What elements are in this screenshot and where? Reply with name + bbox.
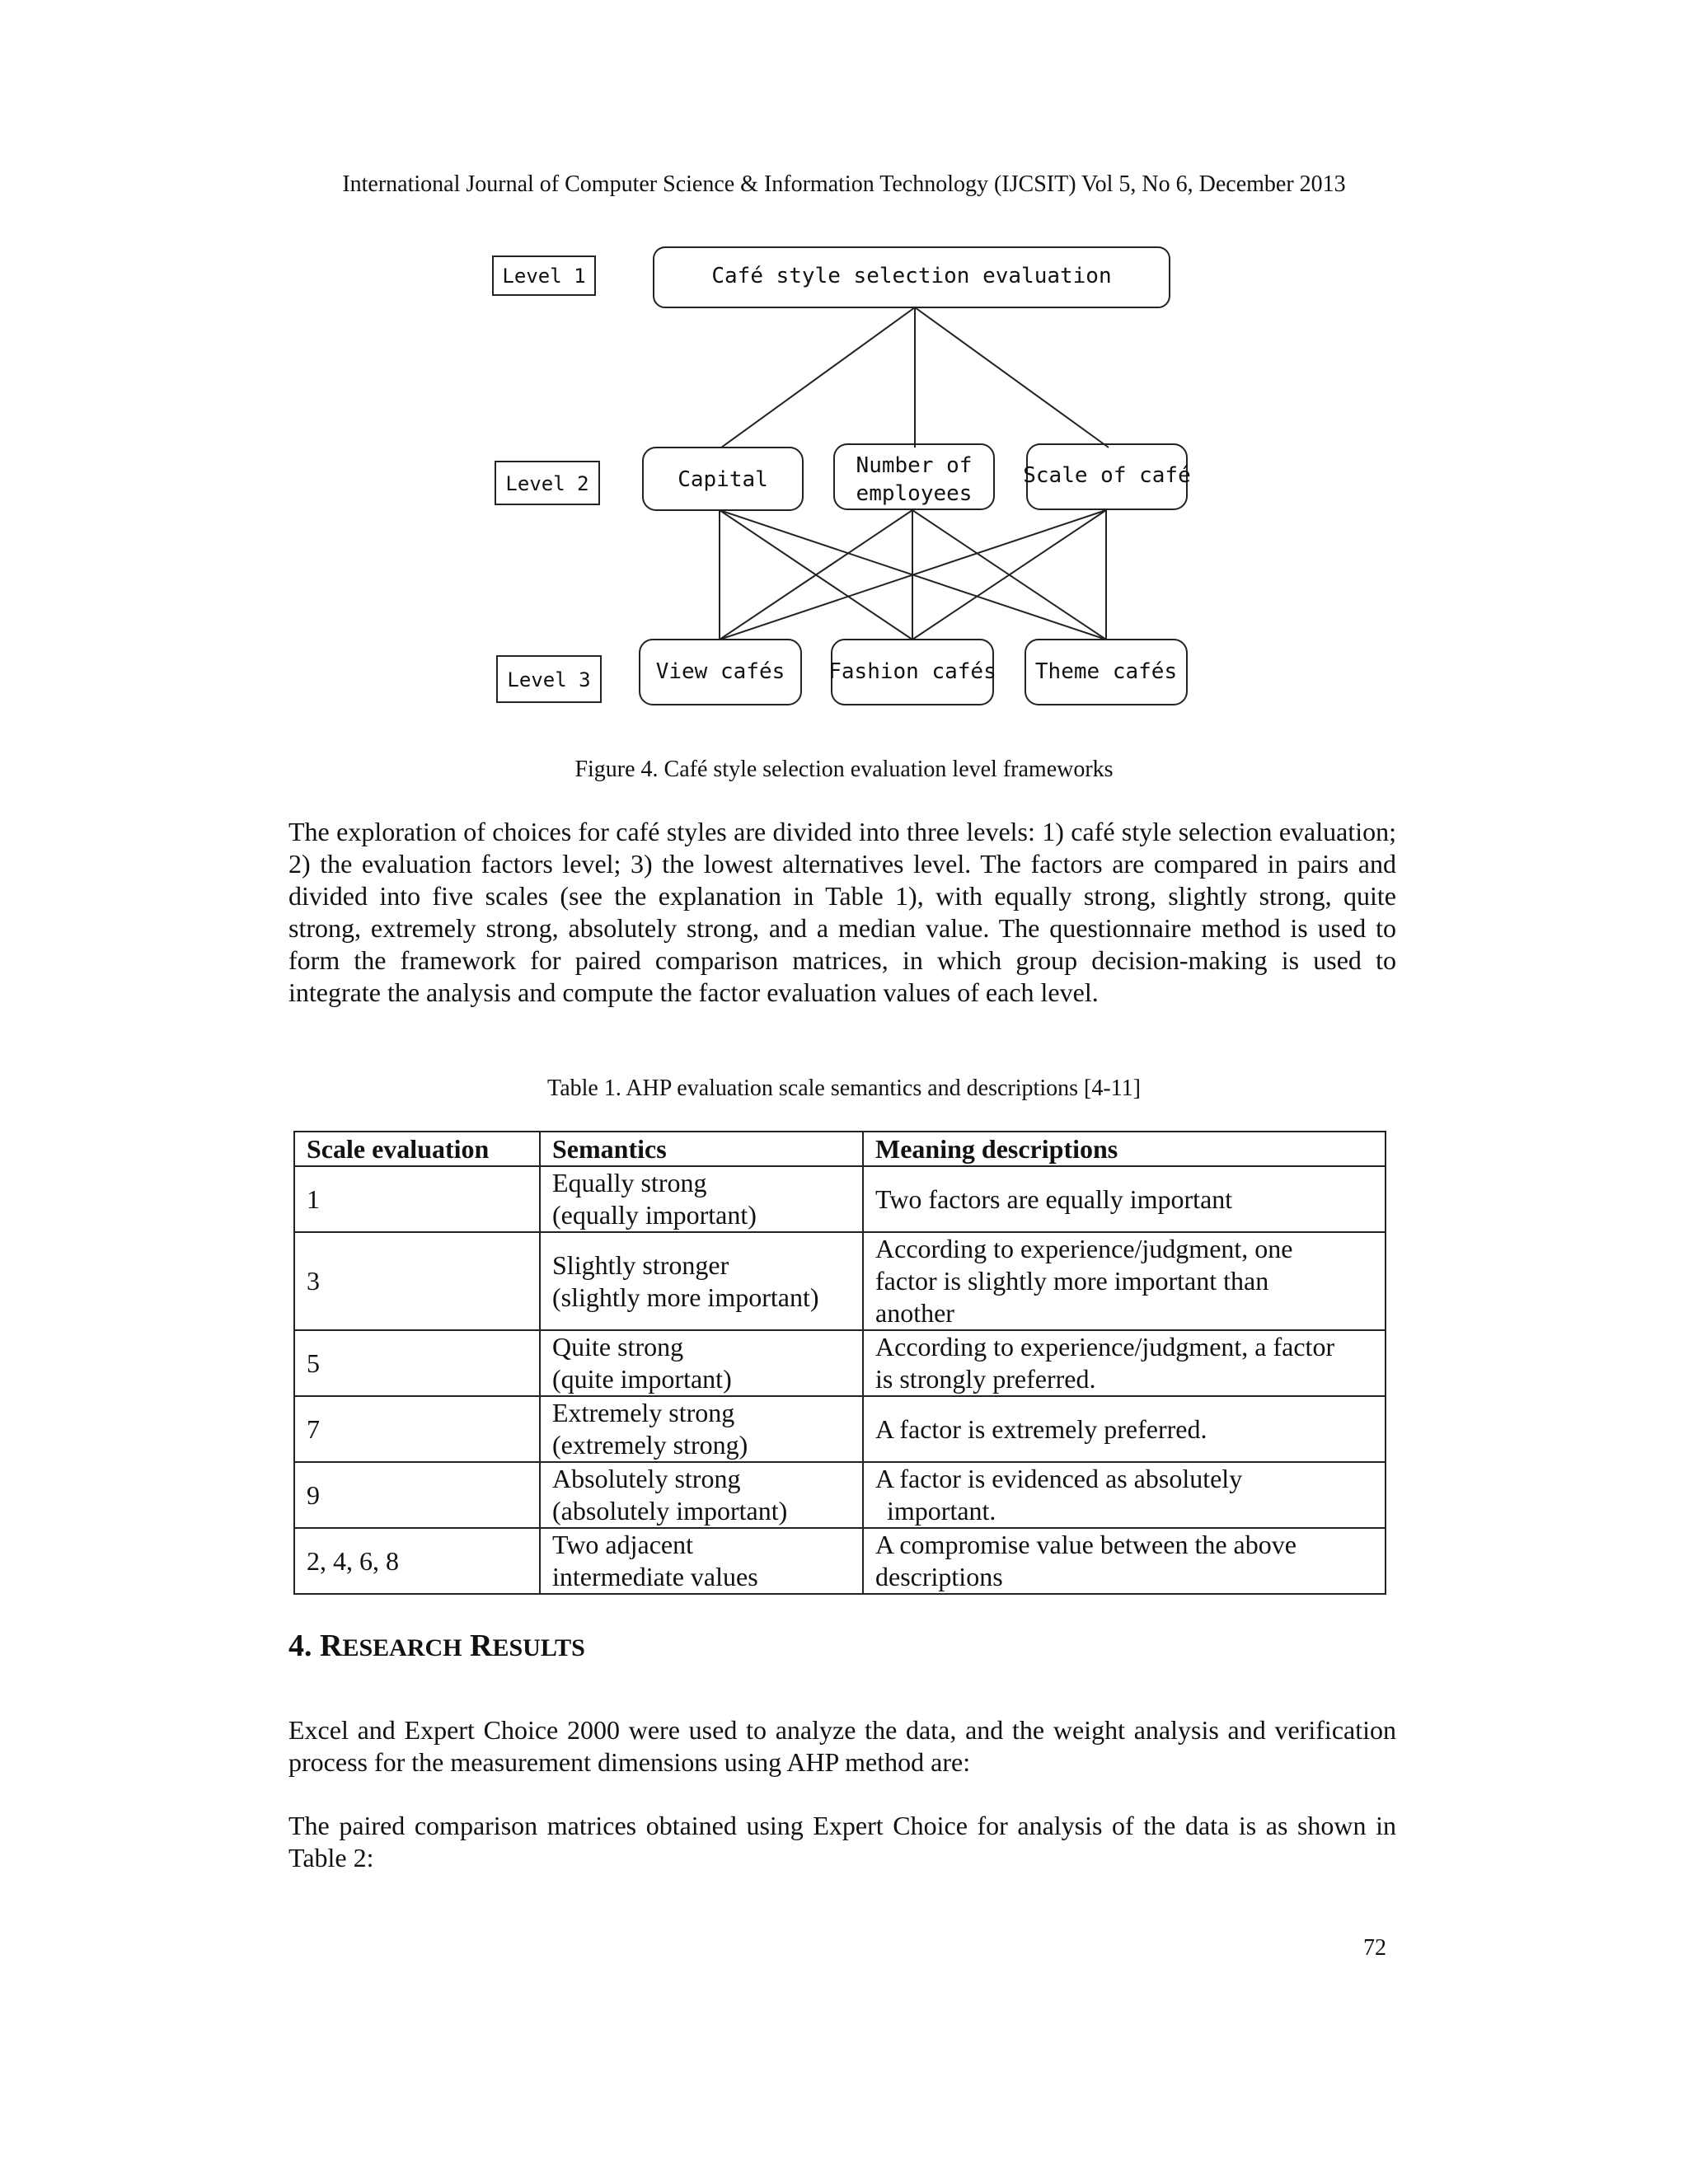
semantics-cell <box>540 1330 863 1396</box>
goal-capital-line <box>721 307 915 448</box>
table-header-row <box>294 1132 1386 1166</box>
section-word-2-rest: ESULTS <box>492 1634 585 1661</box>
semantics-line-2: (slightly more important) <box>552 1282 819 1312</box>
meaning-line-1: According to experience/judgment, one <box>875 1234 1293 1263</box>
semantics-line-1: Two adjacent <box>552 1530 694 1559</box>
meaning-line-2: descriptions <box>875 1562 1003 1591</box>
table-row <box>294 1330 1386 1396</box>
meaning-line-1: A compromise value between the above <box>875 1530 1296 1559</box>
column-header-semantics: Semantics <box>540 1132 863 1166</box>
meaning-cell <box>863 1462 1386 1528</box>
section-cap-1: R <box>320 1629 343 1663</box>
body-paragraph-2: Excel and Expert Choice 2000 were used to analyze the data, and the weight analysis and verification process for the measurement dimensions using AHP method are: <box>288 1715 1396 1777</box>
scale-cell: 5 <box>294 1330 540 1396</box>
scale-cell: 3 <box>294 1232 540 1330</box>
level-1-label: Level 1 <box>502 265 586 288</box>
semantics-line-2: (extremely strong) <box>552 1430 748 1460</box>
semantics-line-1: Absolutely strong <box>552 1464 741 1493</box>
semantics-cell <box>540 1396 863 1462</box>
level-3-label: Level 3 <box>507 668 591 691</box>
semantics-line-1: Extremely strong <box>552 1398 735 1427</box>
meaning-line-2: is strongly preferred. <box>875 1364 1096 1394</box>
criterion-capital-label: Capital <box>678 467 768 492</box>
criterion-employees-label-2: employees <box>856 481 973 506</box>
criterion-employees-label-1: Number of <box>856 453 973 478</box>
running-header: International Journal of Computer Science & Information Technology (IJCSIT) Vol 5, No 6, December 2013 <box>342 171 1346 197</box>
meaning-line-1: A factor is extremely preferred. <box>875 1413 1207 1444</box>
meaning-cell <box>863 1396 1386 1462</box>
meaning-cell <box>863 1166 1386 1232</box>
meaning-cell <box>863 1330 1386 1396</box>
column-header-meaning: Meaning descriptions <box>863 1132 1386 1166</box>
table-row <box>294 1396 1386 1462</box>
section-number: 4. <box>288 1629 312 1663</box>
semantics-line-2: (equally important) <box>552 1200 757 1230</box>
semantics-cell <box>540 1462 863 1528</box>
semantics-cell <box>540 1528 863 1594</box>
hierarchy-diagram <box>486 239 1203 717</box>
table-row <box>294 1232 1386 1330</box>
table-row <box>294 1462 1386 1528</box>
scale-cell: 9 <box>294 1462 540 1528</box>
section-heading <box>288 1628 585 1664</box>
level-2-label: Level 2 <box>505 472 589 495</box>
criteria-alternatives-links <box>720 510 1106 640</box>
semantics-line-1: Slightly stronger <box>552 1249 729 1280</box>
meaning-line-1: According to experience/judgment, a factor <box>875 1332 1335 1361</box>
section-cap-2: R <box>470 1629 493 1663</box>
meaning-line-3: another <box>875 1298 954 1328</box>
meaning-line-1: A factor is evidenced as absolutely <box>875 1464 1243 1493</box>
semantics-line-2: (absolutely important) <box>552 1496 788 1526</box>
semantics-cell <box>540 1166 863 1232</box>
body-paragraph-3: The paired comparison matrices obtained using Expert Choice for analysis of the data is as shown in Table 2: <box>288 1811 1396 1872</box>
goal-label: Café style selection evaluation <box>711 264 1112 288</box>
meaning-line-1: Two factors are equally important <box>875 1183 1233 1214</box>
semantics-line-2: intermediate values <box>552 1562 758 1591</box>
section-word-1-rest: ESEARCH <box>342 1634 462 1661</box>
meaning-cell <box>863 1232 1386 1330</box>
table-row <box>294 1528 1386 1594</box>
meaning-line-2: important. <box>887 1496 996 1526</box>
figure-caption: Figure 4. Café style selection evaluation level frameworks <box>574 757 1114 782</box>
semantics-line-1: Quite strong <box>552 1332 684 1361</box>
scale-cell: 1 <box>294 1166 540 1232</box>
scale-cell: 7 <box>294 1396 540 1462</box>
criterion-scale-label: Scale of café <box>1023 463 1191 488</box>
ahp-scale-table <box>293 1131 1386 1595</box>
semantics-cell <box>540 1232 863 1330</box>
alternative-fashion-label: Fashion cafés <box>828 659 996 684</box>
alternative-theme-label: Theme cafés <box>1034 659 1178 684</box>
page-number: 72 <box>1363 1935 1386 1961</box>
goal-scale-line <box>915 307 1109 448</box>
table-row <box>294 1166 1386 1232</box>
body-paragraph-1: The exploration of choices for café styles are divided into three levels: 1) café style selection evaluation; 2) the evaluation factors level; 3) the lowest alternatives level. The factors are compared in pairs and divided into five scales (see the explanation in Table 1), with equally strong, slightly strong, quite strong, extremely strong, absolutely strong, and a median value. The questionnaire method is used to form the framework for paired comparison matrices, in which group decision-making is used to integrate the analysis and compute the factor evaluation values of each level. <box>288 817 1396 1007</box>
hierarchy-figure <box>486 239 1203 717</box>
meaning-line-2: factor is slightly more important than <box>875 1266 1269 1296</box>
semantics-line-2: (quite important) <box>552 1364 732 1394</box>
table-caption: Table 1. AHP evaluation scale semantics and descriptions [4-11] <box>547 1076 1141 1101</box>
scale-cell: 2, 4, 6, 8 <box>294 1528 540 1594</box>
meaning-cell <box>863 1528 1386 1594</box>
semantics-line-1: Equally strong <box>552 1168 707 1197</box>
alternative-view-label: View cafés <box>655 659 785 684</box>
column-header-scale: Scale evaluation <box>294 1132 540 1166</box>
